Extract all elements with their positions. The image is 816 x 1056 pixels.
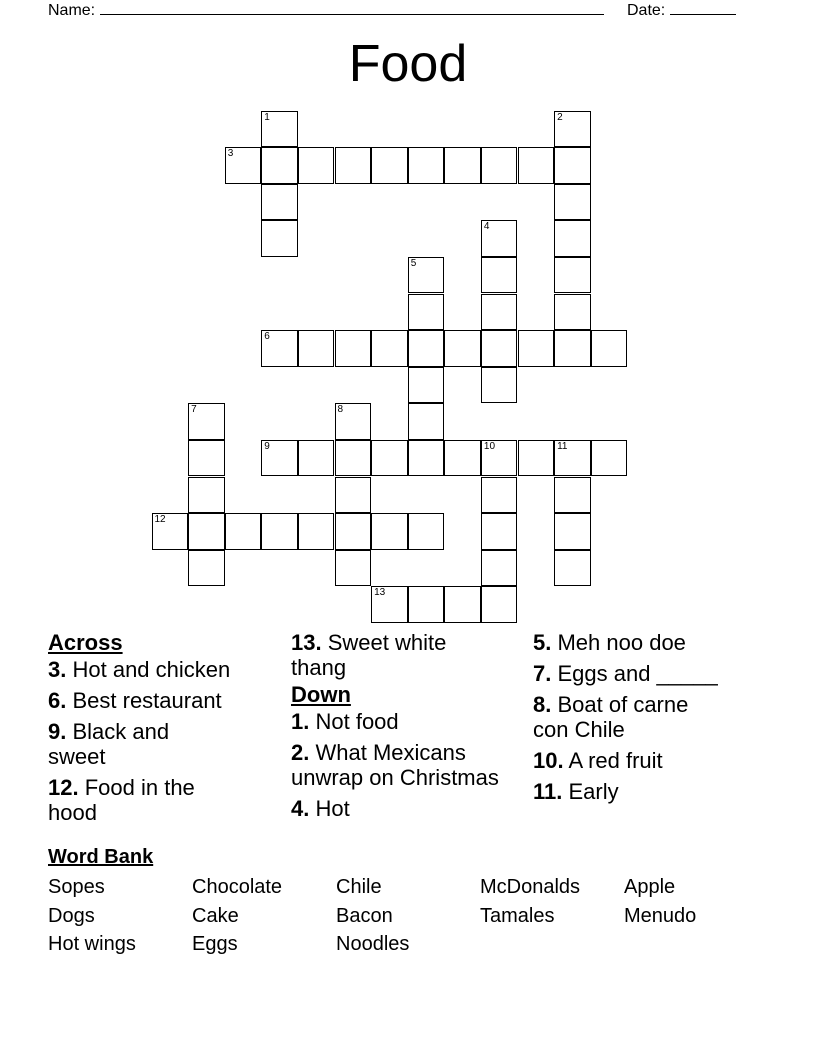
grid-cell[interactable]	[408, 257, 445, 294]
word-bank-item: McDonalds	[480, 876, 581, 898]
grid-cell[interactable]	[554, 147, 591, 184]
clues-column-3	[533, 630, 769, 810]
clue-number-label: 4	[483, 221, 490, 233]
clue-number-label: 3	[227, 148, 234, 160]
grid-cell[interactable]	[152, 513, 189, 550]
grid-cell[interactable]	[408, 367, 445, 404]
clue-number: 6.	[48, 688, 67, 713]
grid-cell[interactable]	[554, 220, 591, 257]
grid-cell[interactable]	[335, 440, 372, 477]
clue-number: 13.	[291, 630, 322, 655]
date-blank[interactable]	[670, 0, 736, 15]
word-bank-item: Chocolate	[192, 876, 283, 898]
clues-column-1	[48, 630, 284, 831]
word-bank-item: Menudo	[624, 905, 697, 927]
clue-number: 1.	[291, 709, 310, 734]
clue-text: Boat of carne con Chile	[533, 692, 689, 742]
clue-across-6	[48, 688, 284, 713]
grid-cell[interactable]	[481, 440, 518, 477]
grid-cell[interactable]	[408, 513, 445, 550]
grid-cell[interactable]	[408, 330, 445, 367]
grid-cell[interactable]	[371, 440, 408, 477]
clue-number-label: 2	[557, 111, 563, 123]
clue-text: Food in the hood	[48, 775, 195, 825]
grid-cell[interactable]	[554, 111, 591, 148]
clue-down-8	[533, 692, 723, 742]
grid-cell[interactable]	[188, 513, 225, 550]
clue-text: Sweet white thang	[291, 630, 447, 680]
clue-number-label: 11	[557, 440, 568, 452]
grid-cell[interactable]	[481, 586, 518, 623]
clue-across-9	[48, 719, 198, 769]
clue-text: Hot and chicken	[72, 657, 231, 682]
grid-cell[interactable]	[371, 330, 408, 367]
grid-cell[interactable]	[188, 477, 225, 514]
clue-number: 9.	[48, 719, 67, 744]
clue-number-label: 10	[483, 440, 496, 452]
clue-down-5	[533, 630, 769, 655]
grid-cell[interactable]	[298, 513, 335, 550]
clue-number-label: 5	[410, 257, 417, 269]
clue-number-label: 6	[264, 331, 270, 343]
grid-cell[interactable]	[225, 513, 262, 550]
name-field[interactable]	[48, 0, 604, 20]
grid-cell[interactable]	[518, 440, 555, 477]
clue-down-11	[533, 779, 769, 804]
clue-number-label: 8	[337, 404, 344, 416]
grid-cell[interactable]	[481, 477, 518, 514]
clue-across-3	[48, 657, 284, 682]
grid-cell[interactable]	[408, 586, 445, 623]
grid-cell[interactable]	[554, 550, 591, 587]
grid-cell[interactable]	[481, 550, 518, 587]
grid-cell[interactable]	[554, 294, 591, 331]
clue-text: Eggs and _____	[557, 661, 718, 686]
grid-cell[interactable]	[225, 147, 262, 184]
clue-number-label: 9	[264, 440, 270, 452]
word-bank-item: Apple	[624, 876, 676, 898]
down-heading: Down	[291, 682, 351, 707]
grid-cell[interactable]	[444, 147, 481, 184]
grid-cell[interactable]	[261, 111, 298, 148]
clue-number: 3.	[48, 657, 67, 682]
grid-cell[interactable]	[408, 440, 445, 477]
clue-text: Meh noo doe	[557, 630, 686, 655]
clue-down-1	[291, 709, 527, 734]
grid-cell[interactable]	[481, 294, 518, 331]
grid-cell[interactable]	[188, 550, 225, 587]
clue-down-2	[291, 740, 531, 790]
grid-cell[interactable]	[481, 330, 518, 367]
grid-cell[interactable]	[261, 184, 298, 221]
grid-cell[interactable]	[335, 330, 372, 367]
clue-across-13	[291, 630, 481, 680]
grid-cell[interactable]	[188, 403, 225, 440]
clue-number-label: 7	[191, 404, 197, 416]
grid-cell[interactable]	[298, 440, 335, 477]
grid-cell[interactable]	[408, 294, 445, 331]
clue-down-4	[291, 796, 527, 821]
grid-cell[interactable]	[554, 330, 591, 367]
clue-down-7	[533, 661, 769, 686]
grid-cell[interactable]	[591, 440, 628, 477]
clue-text: Not food	[315, 709, 399, 734]
date-field[interactable]	[627, 0, 736, 20]
word-bank-item: Eggs	[192, 933, 238, 955]
clue-number-label: 1	[264, 111, 270, 123]
grid-cell[interactable]	[481, 147, 518, 184]
clue-down-10	[533, 748, 769, 773]
grid-cell[interactable]	[335, 550, 372, 587]
clue-number: 8.	[533, 692, 552, 717]
grid-cell[interactable]	[554, 477, 591, 514]
grid-cell[interactable]	[444, 586, 481, 623]
clue-text: Best restaurant	[72, 688, 222, 713]
grid-cell[interactable]	[481, 513, 518, 550]
grid-cell[interactable]	[444, 330, 481, 367]
word-bank-item: Dogs	[48, 905, 95, 927]
puzzle-title: Food	[348, 35, 468, 93]
word-bank-heading: Word Bank	[48, 846, 154, 868]
clue-number-label: 12	[154, 514, 166, 526]
grid-cell[interactable]	[335, 513, 372, 550]
word-bank-item: Bacon	[336, 905, 393, 927]
clue-number-label: 13	[374, 587, 386, 599]
date-label: Date:	[627, 2, 666, 19]
grid-cell[interactable]	[335, 147, 372, 184]
grid-cell[interactable]	[444, 440, 481, 477]
word-bank-item: Cake	[192, 905, 239, 927]
grid-cell[interactable]	[518, 330, 555, 367]
clue-text: Black and sweet	[48, 719, 170, 769]
grid-cell[interactable]	[261, 220, 298, 257]
clue-number: 5.	[533, 630, 552, 655]
name-label: Name:	[48, 2, 96, 19]
grid-cell[interactable]	[261, 330, 298, 367]
grid-cell[interactable]	[371, 586, 408, 623]
clue-text: Early	[568, 779, 619, 804]
word-bank-item: Noodles	[336, 933, 410, 955]
clue-number: 10.	[533, 748, 564, 773]
clue-number: 4.	[291, 796, 310, 821]
grid-cell[interactable]	[481, 220, 518, 257]
clue-number: 12.	[48, 775, 79, 800]
grid-cell[interactable]	[261, 513, 298, 550]
grid-cell[interactable]	[408, 403, 445, 440]
clue-text: A red fruit	[568, 748, 663, 773]
clue-number: 7.	[533, 661, 552, 686]
word-bank-item: Sopes	[48, 876, 105, 898]
grid-cell[interactable]	[481, 257, 518, 294]
clues-column-2	[291, 630, 527, 827]
grid-cell[interactable]	[554, 440, 591, 477]
grid-cell[interactable]	[591, 330, 628, 367]
grid-cell[interactable]	[335, 477, 372, 514]
grid-cell[interactable]	[481, 367, 518, 404]
grid-cell[interactable]	[554, 184, 591, 221]
clue-number: 2.	[291, 740, 310, 765]
across-heading: Across	[48, 630, 123, 655]
clue-number: 11.	[533, 779, 563, 804]
word-bank-item: Hot wings	[48, 933, 136, 955]
grid-cell[interactable]	[371, 513, 408, 550]
clue-text: What Mexicans unwrap on Christmas	[291, 740, 499, 790]
grid-cell[interactable]	[554, 513, 591, 550]
clue-across-12	[48, 775, 223, 825]
clue-text: Hot	[315, 796, 350, 821]
grid-cell[interactable]	[298, 147, 335, 184]
name-blank[interactable]	[100, 0, 604, 15]
grid-cell[interactable]	[335, 403, 372, 440]
word-bank-item: Chile	[336, 876, 382, 898]
grid-cell[interactable]	[298, 330, 335, 367]
word-bank-item: Tamales	[480, 905, 555, 927]
grid-cell[interactable]	[554, 257, 591, 294]
grid-cell[interactable]	[188, 440, 225, 477]
grid-cell[interactable]	[261, 440, 298, 477]
grid-cell[interactable]	[261, 147, 298, 184]
grid-cell[interactable]	[408, 147, 445, 184]
grid-cell[interactable]	[518, 147, 555, 184]
grid-cell[interactable]	[371, 147, 408, 184]
